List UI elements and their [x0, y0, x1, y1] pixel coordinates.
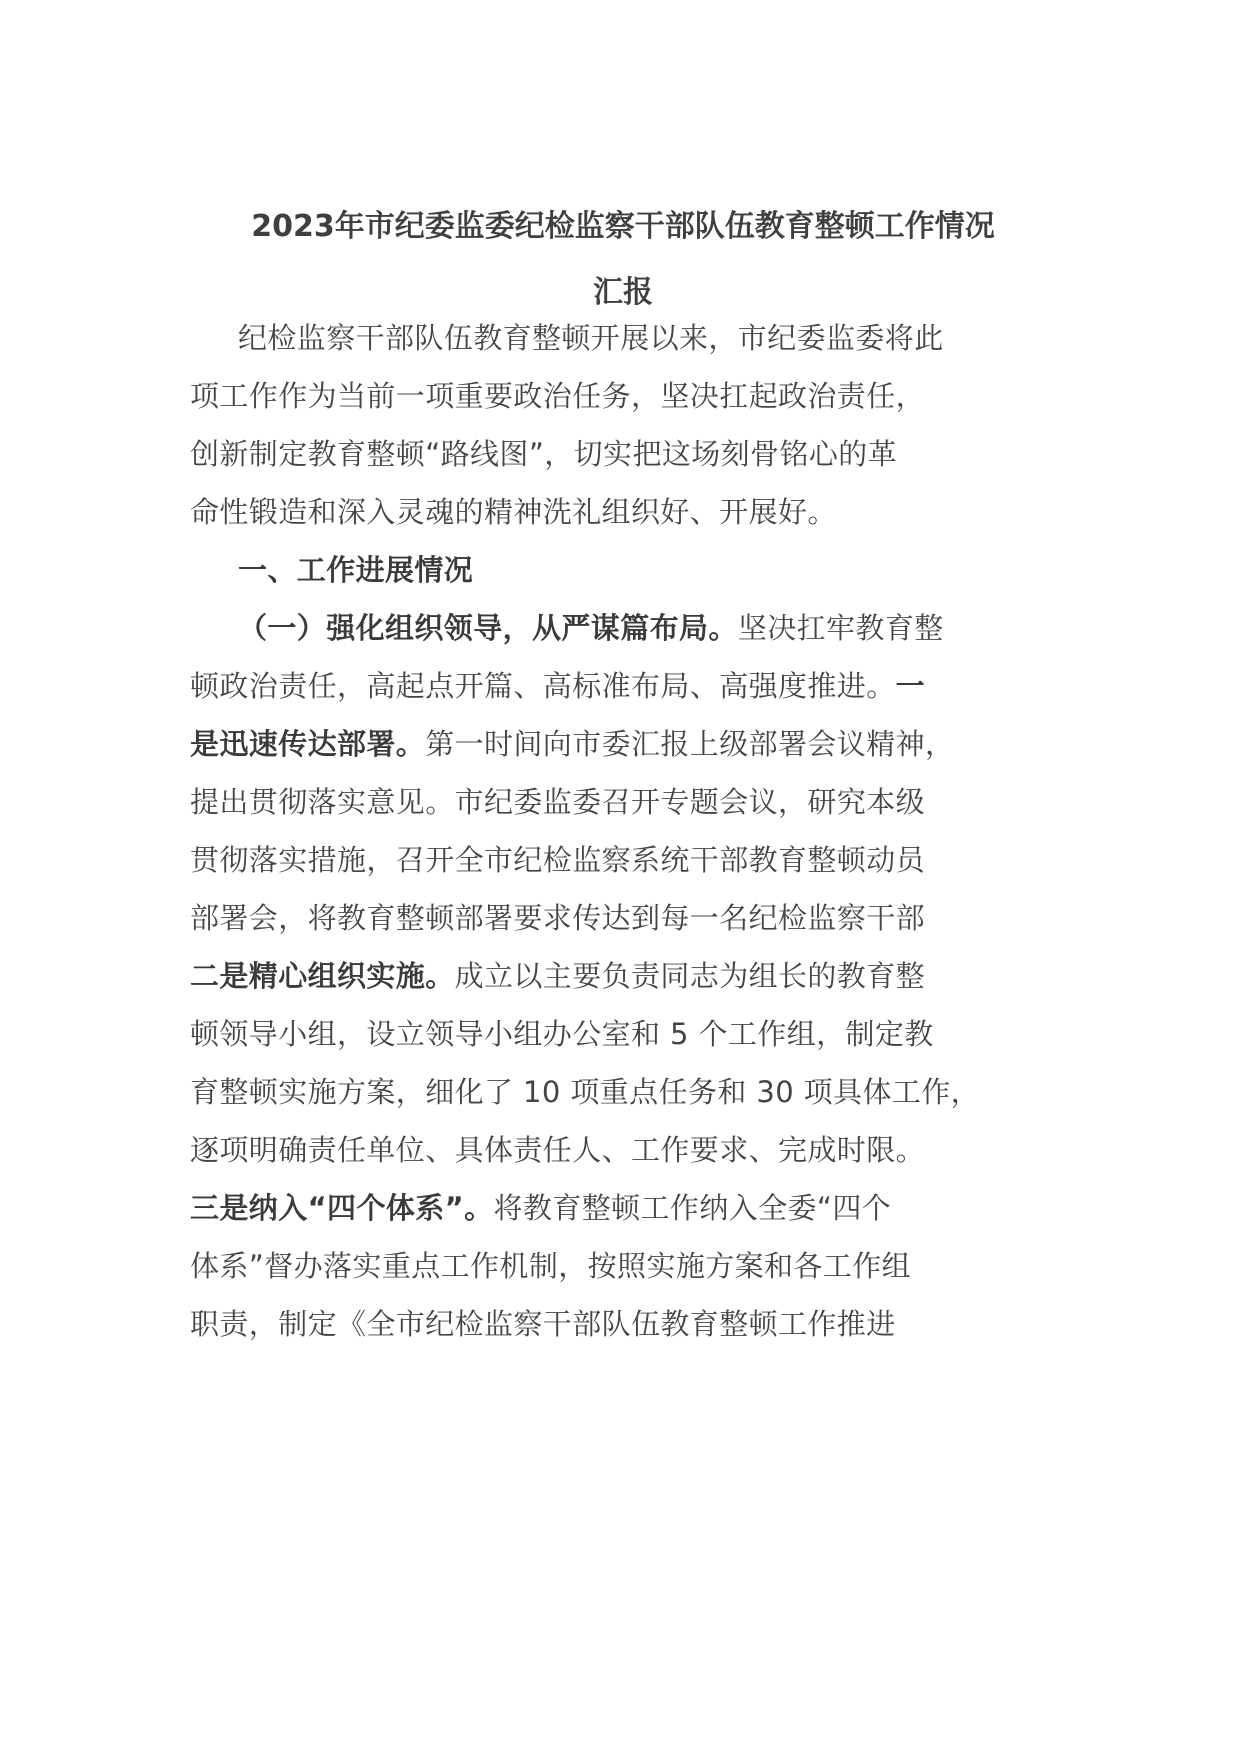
point-3-line-3: 职责，制定《全市纪检监察干部队伍教育整顿工作推进	[190, 1307, 896, 1341]
intro-paragraph-line-1: 纪检监察干部队伍教育整顿开展以来，市纪委监委将此	[238, 321, 944, 355]
point-1-label-start: 一	[895, 669, 926, 703]
intro-paragraph-line-3: 创新制定教育整顿“路线图”，切实把这场刻骨铭心的革	[190, 437, 898, 471]
point-2-line-1-text: 成立以主要负责同志为组长的教育整	[454, 959, 926, 993]
document-title-line-2: 汇报	[593, 275, 653, 310]
subsection-1-line-2-text: 顿政治责任，高起点开篇、高标准布局、高强度推进。	[190, 669, 896, 703]
point-2-line-1	[190, 956, 1070, 996]
point-2-line-4: 逐项明确责任单位、具体责任人、工作要求、完成时限。	[190, 1133, 926, 1167]
intro-paragraph-line-4: 命性锻造和深入灵魂的精神洗礼组织好、开展好。	[190, 495, 837, 529]
subsection-1-line-1-text: 坚决扛牢教育整	[737, 611, 944, 645]
section-heading-progress: 一、工作进展情况	[238, 553, 474, 587]
point-1-line-1-text: 第一时间向市委汇报上级部署会议精神，	[425, 727, 955, 761]
point-1-label: 是迅速传达部署。	[190, 727, 426, 761]
point-1-line-4: 部署会，将教育整顿部署要求传达到每一名纪检监察干部	[190, 901, 926, 935]
point-3-label: 三是纳入“四个体系”。	[190, 1191, 494, 1225]
point-3-line-1-text: 将教育整顿工作纳入全委“四个	[493, 1191, 892, 1225]
document-title-line-1: 2023年市纪委监委纪检监察干部队伍教育整顿工作情况	[251, 209, 995, 244]
point-3-line-2: 体系”督办落实重点工作机制，按照实施方案和各工作组	[190, 1249, 912, 1283]
point-2-label: 二是精心组织实施。	[190, 959, 455, 993]
subsection-1-line-1	[238, 608, 1118, 648]
point-1-line-1	[190, 724, 1070, 764]
point-1-line-3: 贯彻落实措施，召开全市纪检监察系统干部教育整顿动员	[190, 843, 926, 877]
point-3-line-1	[190, 1188, 1070, 1228]
intro-paragraph-line-2: 项工作作为当前一项重要政治任务，坚决扛起政治责任，	[190, 379, 926, 413]
point-1-line-2: 提出贯彻落实意见。市纪委监委召开专题会议，研究本级	[190, 785, 926, 819]
subsection-1-heading: （一）强化组织领导，从严谋篇布局。	[238, 611, 738, 645]
point-2-line-3: 育整顿实施方案，细化了 10 项重点任务和 30 项具体工作，	[190, 1075, 981, 1109]
subsection-1-line-2	[190, 666, 1070, 706]
point-2-line-2: 顿领导小组，设立领导小组办公室和 5 个工作组，制定教	[190, 1017, 934, 1051]
